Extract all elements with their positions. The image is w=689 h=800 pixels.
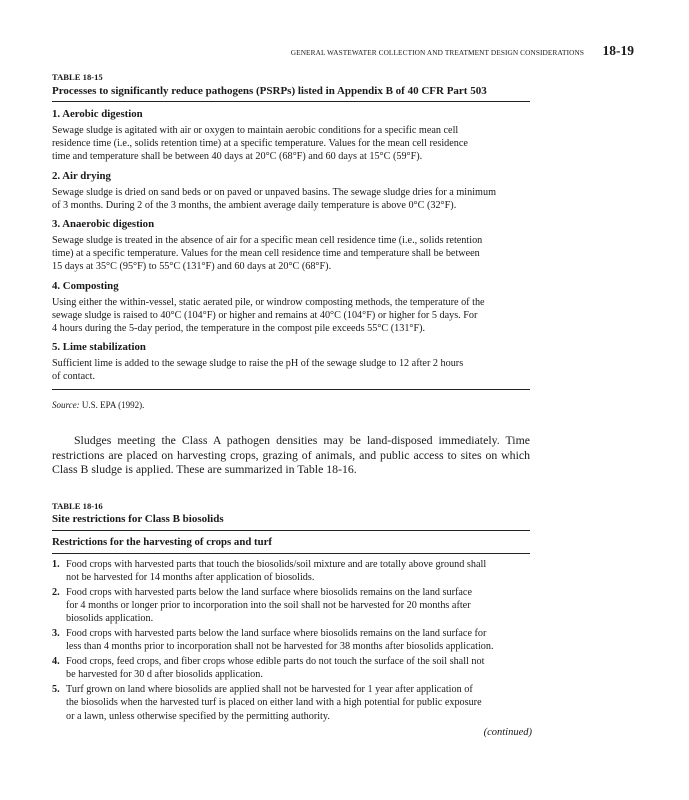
body-paragraph: Sludges meeting the Class A pathogen densities may be land-disposed immediately. Time restrictions are placed on harvesting crops, grazing of animals, and public access to sites on which Class B sludge is applied. These are summarized in Table 18-16. xyxy=(52,433,530,477)
item-line: Food crops with harvested parts that touch the biosolids/soil mixture and are totally above ground shall xyxy=(66,559,487,570)
body-line: residence time (i.e., solids retention time) at a specific temperature. Values for the mean cell residence xyxy=(52,138,468,150)
item-line: for 4 months or longer prior to incorporation into the soil shall not be harvested for 20 months after xyxy=(66,600,471,612)
table-caption: Processes to significantly reduce pathogens (PSRPs) listed in Appendix B of 40 CFR Part 503 xyxy=(52,85,487,97)
running-title: GENERAL WASTEWATER COLLECTION AND TREATMENT DESIGN CONSIDERATIONS xyxy=(290,48,584,57)
body-line: 15 days at 35°C (95°F) to 55°C (131°F) and 60 days at 20°C (68°F). xyxy=(52,261,332,273)
table-top-rule xyxy=(52,101,530,102)
table-18-16 xyxy=(52,501,530,724)
section-body xyxy=(52,124,530,164)
table-18-15 xyxy=(52,72,530,410)
body-line: Sufficient lime is added to the sewage sludge to raise the pH of the sewage sludge to 12 after 2 hours xyxy=(52,358,464,370)
table-bottom-rule xyxy=(52,389,530,390)
body-line: of contact. xyxy=(52,371,95,383)
body-line: Using either the within-vessel, static aerated pile, or windrow composting methods, the temperature of the xyxy=(52,296,485,308)
table-heading-rule xyxy=(52,553,530,554)
page-number: 18-19 xyxy=(602,43,634,58)
item-line: biosolids application. xyxy=(66,613,154,625)
body-line: time and temperature shall be between 40 days at 20°C (68°F) and 60 days at 15°C (59°F). xyxy=(52,151,423,163)
list-item xyxy=(52,627,530,653)
section-title: 5. Lime stabilization xyxy=(52,341,146,354)
table-column-heading: Restrictions for the harvesting of crops and turf xyxy=(52,536,273,548)
restrictions-list xyxy=(52,558,530,723)
item-line: Food crops with harvested parts below the land surface where biosolids remains on the land surface xyxy=(66,587,472,598)
section-body xyxy=(52,234,530,274)
body-line: of 3 months. During 2 of the 3 months, the ambient average daily temperature is above 0°C (32°F). xyxy=(52,199,457,211)
body-line: time) at a specific temperature. Values for the mean cell residence time and temperature shall be between xyxy=(52,248,480,260)
item-number: 4. xyxy=(52,656,60,668)
continued-note: (continued) xyxy=(483,727,532,738)
list-item xyxy=(52,558,530,584)
table-label: TABLE 18-15 xyxy=(52,72,103,82)
table-label: TABLE 18-16 xyxy=(52,501,103,511)
item-line: Food crops, feed crops, and fiber crops whose edible parts do not touch the surface of the soil shall not xyxy=(66,656,485,668)
source-text: U.S. EPA (1992). xyxy=(81,399,145,410)
item-line: Turf grown on land where biosolids are applied shall not be harvested for 1 year after application of xyxy=(66,684,473,696)
item-number: 1. xyxy=(52,559,60,570)
psrp-section-lime-stabilization xyxy=(52,340,530,383)
body-line: Sewage sludge is treated in the absence of air for a specific mean cell residence time (i.e., solids retention xyxy=(52,235,483,247)
psrp-section-composting xyxy=(52,279,530,336)
psrp-section-air-drying xyxy=(52,169,530,212)
section-body xyxy=(52,357,530,383)
body-line: Sewage sludge is dried on sand beds or on paved or unpaved basins. The sewage sludge dries for a minimum xyxy=(52,186,497,198)
body-line: sewage sludge is raised to 40°C (104°F) or higher and remains at 40°C (104°F) or higher for 5 days. For xyxy=(52,309,478,321)
item-number: 2. xyxy=(52,587,60,598)
item-number: 5. xyxy=(52,684,60,696)
section-title: 4. Composting xyxy=(52,279,119,292)
psrp-section-anaerobic-digestion xyxy=(52,217,530,274)
section-title: 2. Air drying xyxy=(52,169,111,182)
psrp-section-aerobic-digestion xyxy=(52,107,530,164)
item-line: or a lawn, unless otherwise specified by the permitting authority. xyxy=(66,710,330,722)
item-line: Food crops with harvested parts below the land surface where biosolids remains on the land surface for xyxy=(66,628,487,640)
item-line: less than 4 months prior to incorporation shall not be harvested for 38 months after biosolids application. xyxy=(66,641,494,653)
table-source xyxy=(52,400,530,410)
table-top-rule xyxy=(52,530,530,531)
section-body xyxy=(52,296,530,336)
table-caption: Site restrictions for Class B biosolids xyxy=(52,513,224,525)
list-item xyxy=(52,683,530,723)
item-line: not be harvested for 14 months after application of biosolids. xyxy=(66,572,315,584)
source-label: Source: xyxy=(52,399,80,410)
body-line: Sewage sludge is agitated with air or oxygen to maintain aerobic conditions for a specific mean cell xyxy=(52,125,459,136)
item-line: be harvested for 30 d after biosolids application. xyxy=(66,669,263,681)
item-line: the biosolids when the harvested turf is placed on either land with a high potential for public exposure xyxy=(66,697,482,709)
section-title: 1. Aerobic digestion xyxy=(52,108,143,120)
body-line: 4 hours during the 5-day period, the temperature in the compost pile exceeds 55°C (131°F). xyxy=(52,323,426,335)
list-item xyxy=(52,586,530,626)
section-body xyxy=(52,186,530,212)
item-number: 3. xyxy=(52,628,60,640)
section-title: 3. Anaerobic digestion xyxy=(52,218,155,231)
list-item xyxy=(52,655,530,681)
